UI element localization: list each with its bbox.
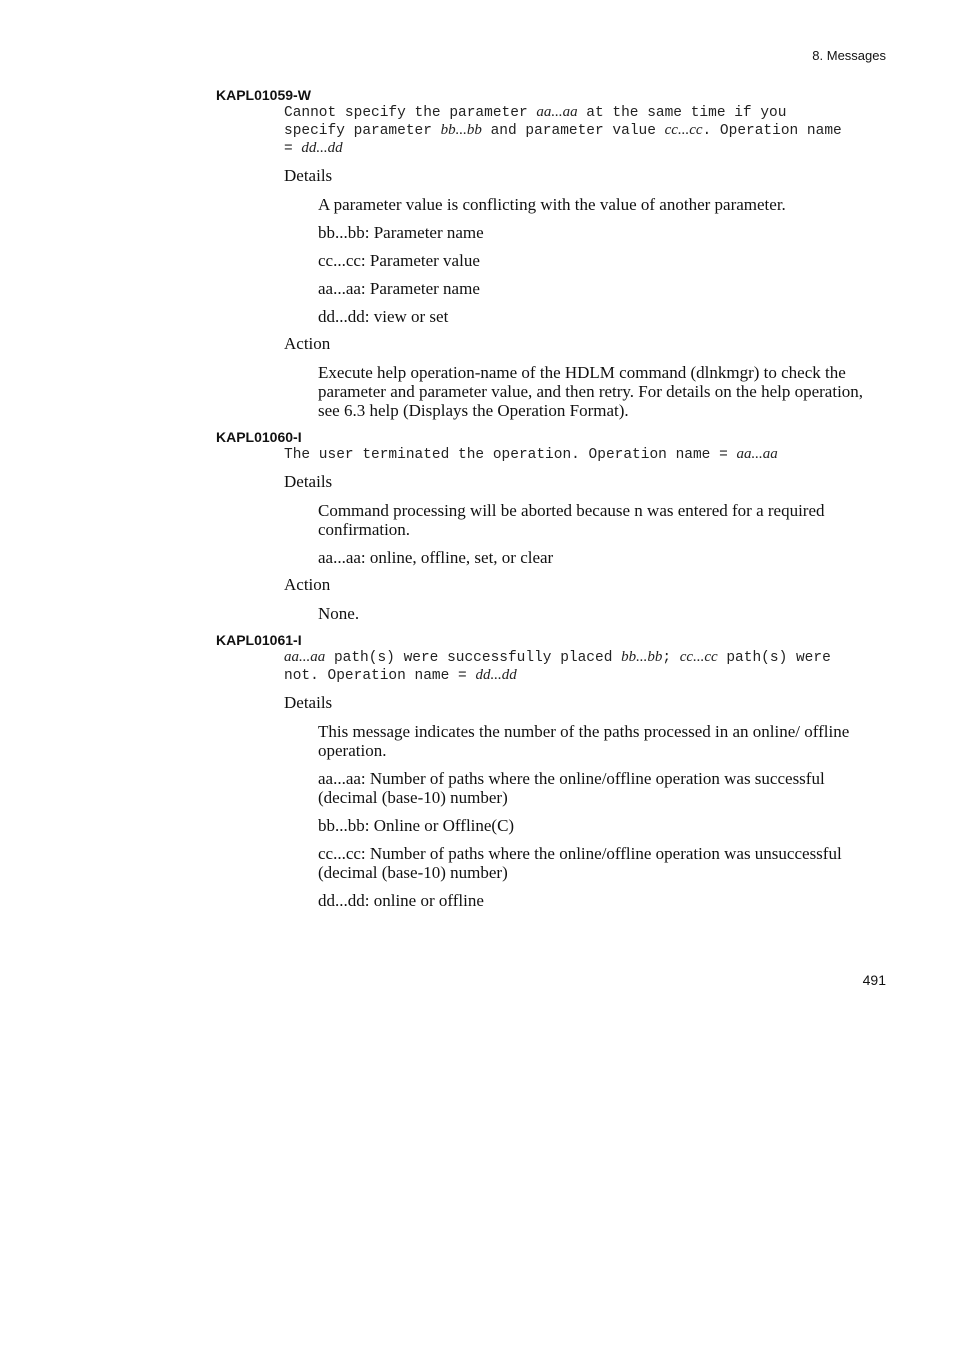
message-entry	[216, 631, 886, 910]
message-text	[284, 649, 886, 685]
page-number: 491	[862, 972, 886, 988]
details-paragraph: aa...aa: online, offline, set, or clear	[318, 548, 554, 567]
action-paragraph: Execute help operation-name of the HDLM command (dlnkmgr) to check the parameter and parameter value, and then retry. For details on the help operation, see 6.3 help (Displays the Operation Format).	[318, 363, 864, 420]
message-text-line: = dd...dd	[284, 140, 343, 157]
action-paragraph: None.	[318, 604, 360, 623]
details-paragraph: A parameter value is conflicting with the value of another parameter.	[318, 195, 786, 214]
message-id: KAPL01061-I	[216, 632, 302, 648]
message-text-line: not. Operation name = dd...dd	[284, 667, 517, 684]
details-paragraph: dd...dd: view or set	[318, 307, 449, 326]
details-paragraph: cc...cc: Parameter value	[318, 251, 480, 270]
details-paragraph: cc...cc: Number of paths where the online/offline operation was unsuccessful (decimal (base-10) number)	[318, 844, 842, 882]
details-heading: Details	[284, 472, 333, 491]
message-text	[284, 104, 886, 158]
running-header: 8. Messages	[812, 48, 886, 63]
message-text-line: The user terminated the operation. Operation name = aa...aa	[284, 446, 778, 463]
message-text-line: aa...aa path(s) were successfully placed bb...bb; cc...cc path(s) were	[284, 649, 831, 666]
details-paragraph: aa...aa: Number of paths where the online/offline operation was successful (decimal (base-10) number)	[318, 769, 825, 807]
action-heading: Action	[284, 334, 331, 353]
message-id: KAPL01060-I	[216, 429, 302, 445]
details-heading: Details	[284, 693, 333, 712]
details-paragraph: aa...aa: Parameter name	[318, 279, 480, 298]
details-paragraph: bb...bb: Parameter name	[318, 223, 484, 242]
message-text-line: specify parameter bb...bb and parameter value cc...cc. Operation name	[284, 122, 842, 139]
details-paragraph: bb...bb: Online or Offline(C)	[318, 816, 515, 835]
action-heading: Action	[284, 575, 331, 594]
message-entry	[216, 428, 886, 623]
message-list	[216, 86, 886, 916]
details-paragraph: This message indicates the number of the paths processed in an online/ offline operation.	[318, 722, 850, 760]
details-paragraph: dd...dd: online or offline	[318, 891, 484, 910]
message-entry	[216, 86, 886, 420]
message-id: KAPL01059-W	[216, 87, 311, 103]
message-text-line: Cannot specify the parameter aa...aa at the same time if you	[284, 104, 787, 121]
details-heading: Details	[284, 166, 333, 185]
details-paragraph: Command processing will be aborted because n was entered for a required confirmation.	[318, 501, 825, 539]
message-text	[284, 446, 886, 464]
